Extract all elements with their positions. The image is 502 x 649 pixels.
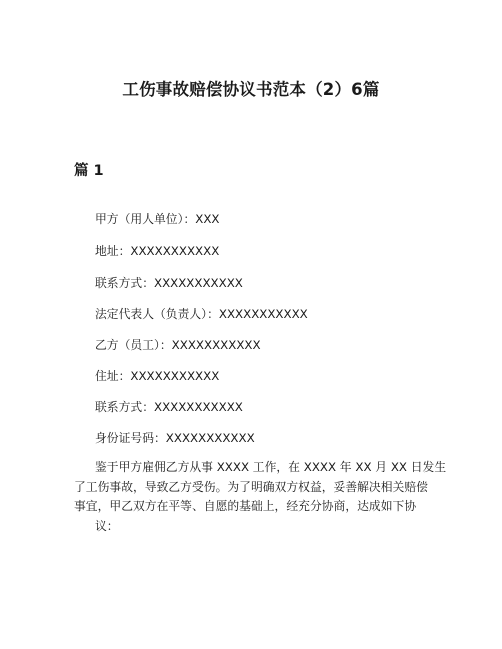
party-b-name-field: 乙方（员工）：XXXXXXXXXXX [95,338,261,352]
party-b-contact-field: 联系方式：XXXXXXXXXXX [95,400,243,414]
paragraph-line: 议： [95,518,119,533]
legal-representative-field: 法定代表人（负责人）：XXXXXXXXXXX [95,307,308,321]
agreement-preamble-paragraph [74,458,447,536]
paragraph-line: 鉴于甲方雇佣乙方从事 XXXX 工作，在 XXXX 年 XX 月 XX 日发生 [95,460,447,474]
party-a-name-field: 甲方（用人单位）：XXX [95,212,220,226]
party-a-contact-field: 联系方式：XXXXXXXXXXX [95,276,243,290]
paragraph-line: 了工伤事故，导致乙方受伤。为了明确双方权益，妥善解决相关赔偿 [74,479,428,494]
document-title: 工伤事故赔偿协议书范本（2）6篇 [122,80,380,99]
paragraph-line: 事宜，甲乙双方在平等、自愿的基础上，经充分协商，达成如下协 [74,499,417,513]
party-a-address-field: 地址：XXXXXXXXXXX [95,244,220,258]
section-heading: 篇 1 [74,163,104,179]
party-b-address-field: 住址：XXXXXXXXXXX [95,369,220,383]
id-number-field: 身份证号码：XXXXXXXXXXX [95,431,255,445]
